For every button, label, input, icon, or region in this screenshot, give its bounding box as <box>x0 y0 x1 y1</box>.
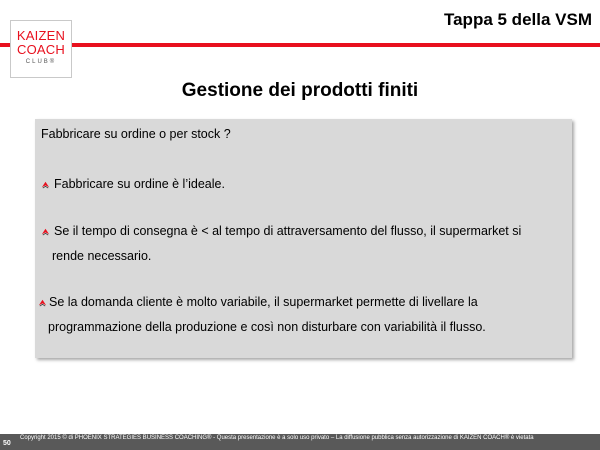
bullet-3-text-1: Se la domanda cliente è molto variabile, il supermarket permette di livellare la <box>49 295 478 309</box>
kaizen-arrow-icon <box>41 180 50 189</box>
bullet-2-text-1: Se il tempo di consegna è < al tempo di attraversamento del flusso, il supermarket si <box>54 224 522 238</box>
bullet-3-line-1 <box>38 295 478 309</box>
bullet-1-text: Fabbricare su ordine è l’ideale. <box>54 177 225 191</box>
bullet-2-line-2: rende necessario. <box>52 249 152 263</box>
kaizen-arrow-icon <box>38 298 47 307</box>
bullet-3-line-2: programmazione della produzione e così non disturbare con variabilità il flusso. <box>48 320 486 334</box>
content-box <box>35 119 572 358</box>
bullet-1 <box>41 177 225 191</box>
copyright-text: Copyright 2015 © di PHOENIX STRATEGIES BUSINESS COACHING® - Questa presentazione è a solo uso privato – La diffusione pubblica senza autorizzazione di KAIZEN COACH® è vietata <box>20 435 534 441</box>
kaizen-arrow-icon <box>41 227 50 236</box>
intro-text: Fabbricare su ordine o per stock ? <box>41 127 231 141</box>
logo-line-1: KAIZEN <box>16 28 66 43</box>
page-number: 50 <box>3 440 11 447</box>
header-title: Tappa 5 della VSM <box>443 10 592 29</box>
footer-bar <box>0 434 600 450</box>
logo-line-2: COACH <box>17 42 65 57</box>
logo-line-3: CLUB® <box>25 59 57 65</box>
header-band <box>0 43 600 47</box>
kaizen-coach-logo <box>10 20 72 78</box>
slide-title: Gestione dei prodotti finiti <box>181 80 419 101</box>
bullet-2-line-1 <box>41 224 521 238</box>
